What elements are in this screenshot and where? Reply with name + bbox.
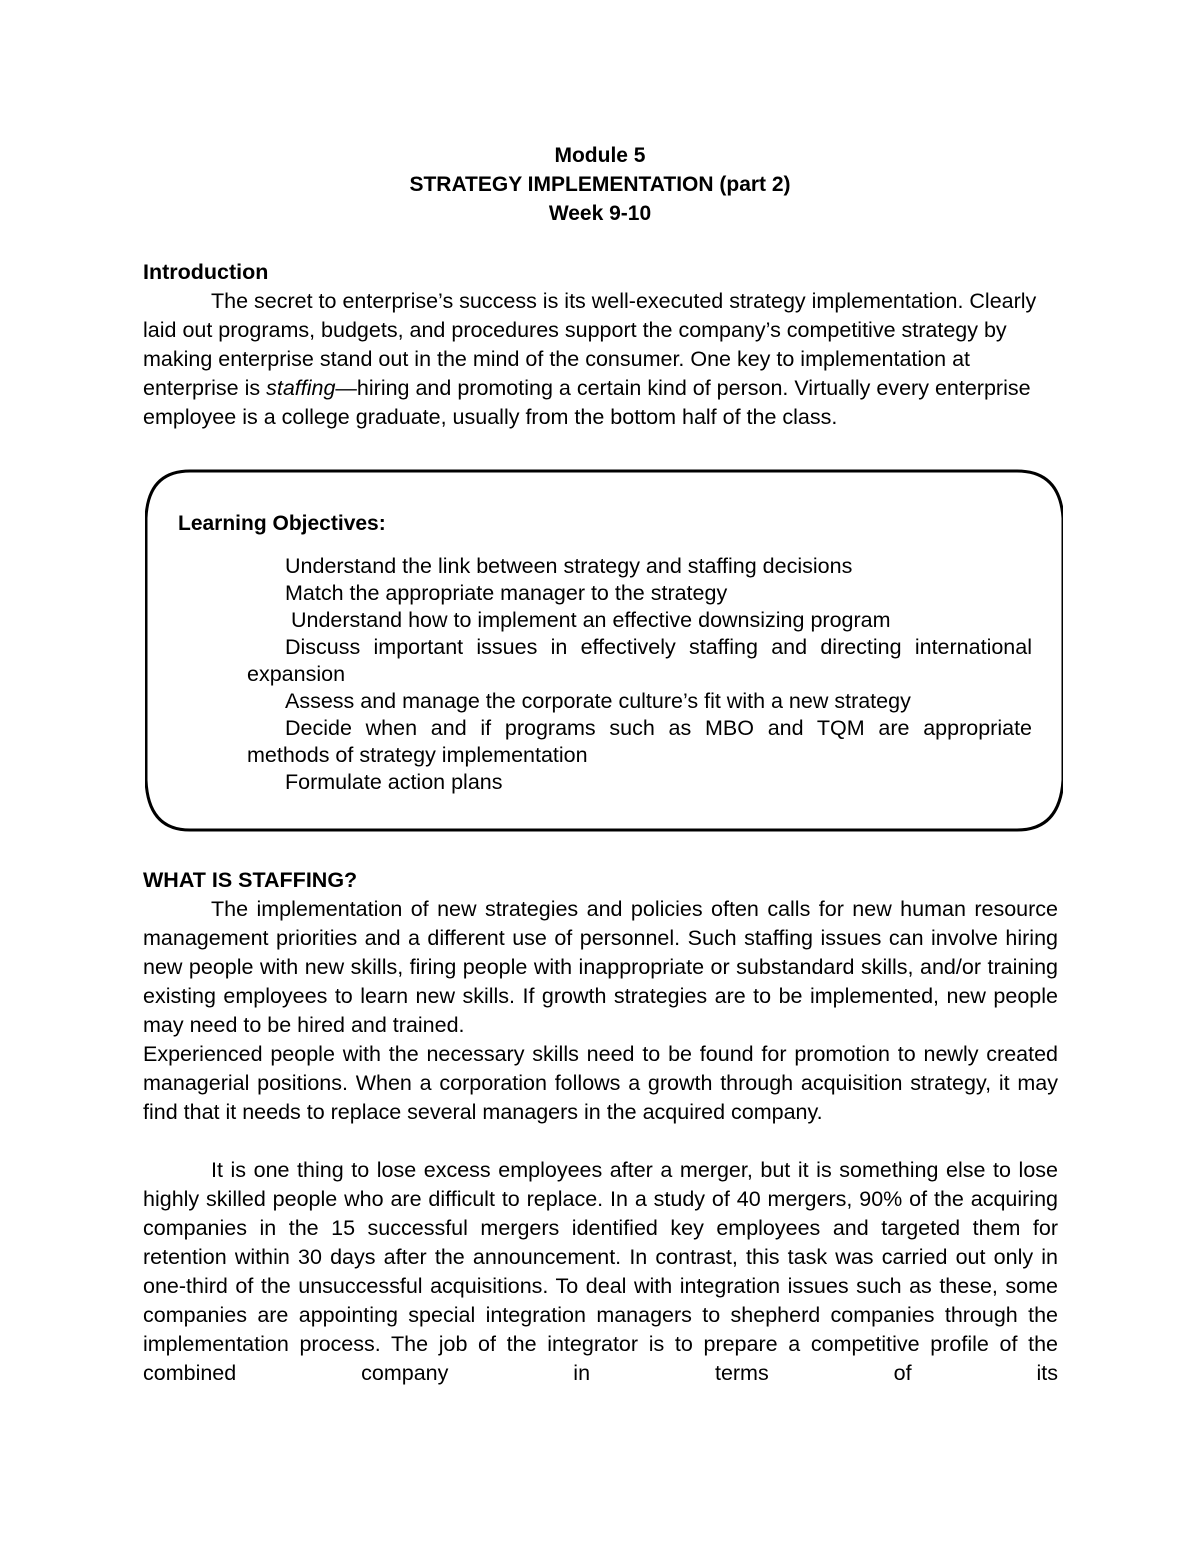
intro-italic-word: staffing [266,376,336,400]
staffing-paragraph-1a: The implementation of new strategies and policies often calls for new human resource management priorities and a different use of personnel. Such staffing issues can involve hiring new people with new skills, firing people with inappropriate or substandard skills, and/or training existing employees to learn new skills. If growth strategies are to be implemented, new people may need to be hired and trained. [143,897,1058,1037]
objective-item: Discuss important issues in effectively staffing and directing international expansion [247,635,1032,686]
objective-item: Understand the link between strategy and staffing decisions [285,554,853,578]
week-label: Week 9-10 [548,202,652,225]
staffing-paragraph-2: It is one thing to lose excess employees after a merger, but it is something else to lose highly skilled people who are difficult to replace. In a study of 40 mergers, 90% of the acquiring companies in the 15 successful mergers identified key employees and targeted them for retention within 30 days after the announcement. In contrast, this task was carried out only in one-third of the unsuccessful acquisitions. To deal with integration issues such as these, some companies are appointing special integration managers to shepherd companies through the implementation process. The job of the integrator is to prepare a competitive profile of the combined company in terms of its [143,1158,1058,1385]
staffing-heading: WHAT IS STAFFING? [143,868,358,892]
learning-objectives-heading: Learning Objectives: [178,512,386,535]
objective-item: Match the appropriate manager to the strategy [285,581,728,605]
introduction-heading: Introduction [143,260,269,284]
objective-item: Understand how to implement an effective downsizing program [285,608,891,632]
intro-text-before: The secret to enterprise’s success is its well-executed strategy implementation. Clearly laid out programs, budgets, and procedures support the company’s competitive strategy by making enterprise stand out in the mind of the consumer. One key to implementation at enterprise is [143,289,1037,400]
objective-item: Assess and manage the corporate culture’s fit with a new strategy [285,689,911,713]
learning-objectives-list [247,553,1032,796]
staffing-section [143,866,1058,1388]
paragraph-gap [143,1127,1058,1156]
title-block [0,141,1200,228]
introduction-paragraph [143,287,1058,432]
objective-item: Decide when and if programs such as MBO and TQM are appropriate methods of strategy implementation [247,716,1032,767]
intro-text-after: —hiring and promoting a certain kind of person. Virtually every enterprise employee is a college graduate, usually from the bottom half of the class. [143,376,1031,429]
objective-item: Formulate action plans [285,770,503,794]
module-label: Module 5 [554,144,646,167]
module-title: STRATEGY IMPLEMENTATION (part 2) [409,173,791,196]
staffing-paragraph-1b: Experienced people with the necessary skills need to be found for promotion to newly created managerial positions. When a corporation follows a growth through acquisition strategy, it may find that it needs to replace several managers in the acquired company. [143,1042,1058,1124]
introduction-section [143,258,1058,432]
